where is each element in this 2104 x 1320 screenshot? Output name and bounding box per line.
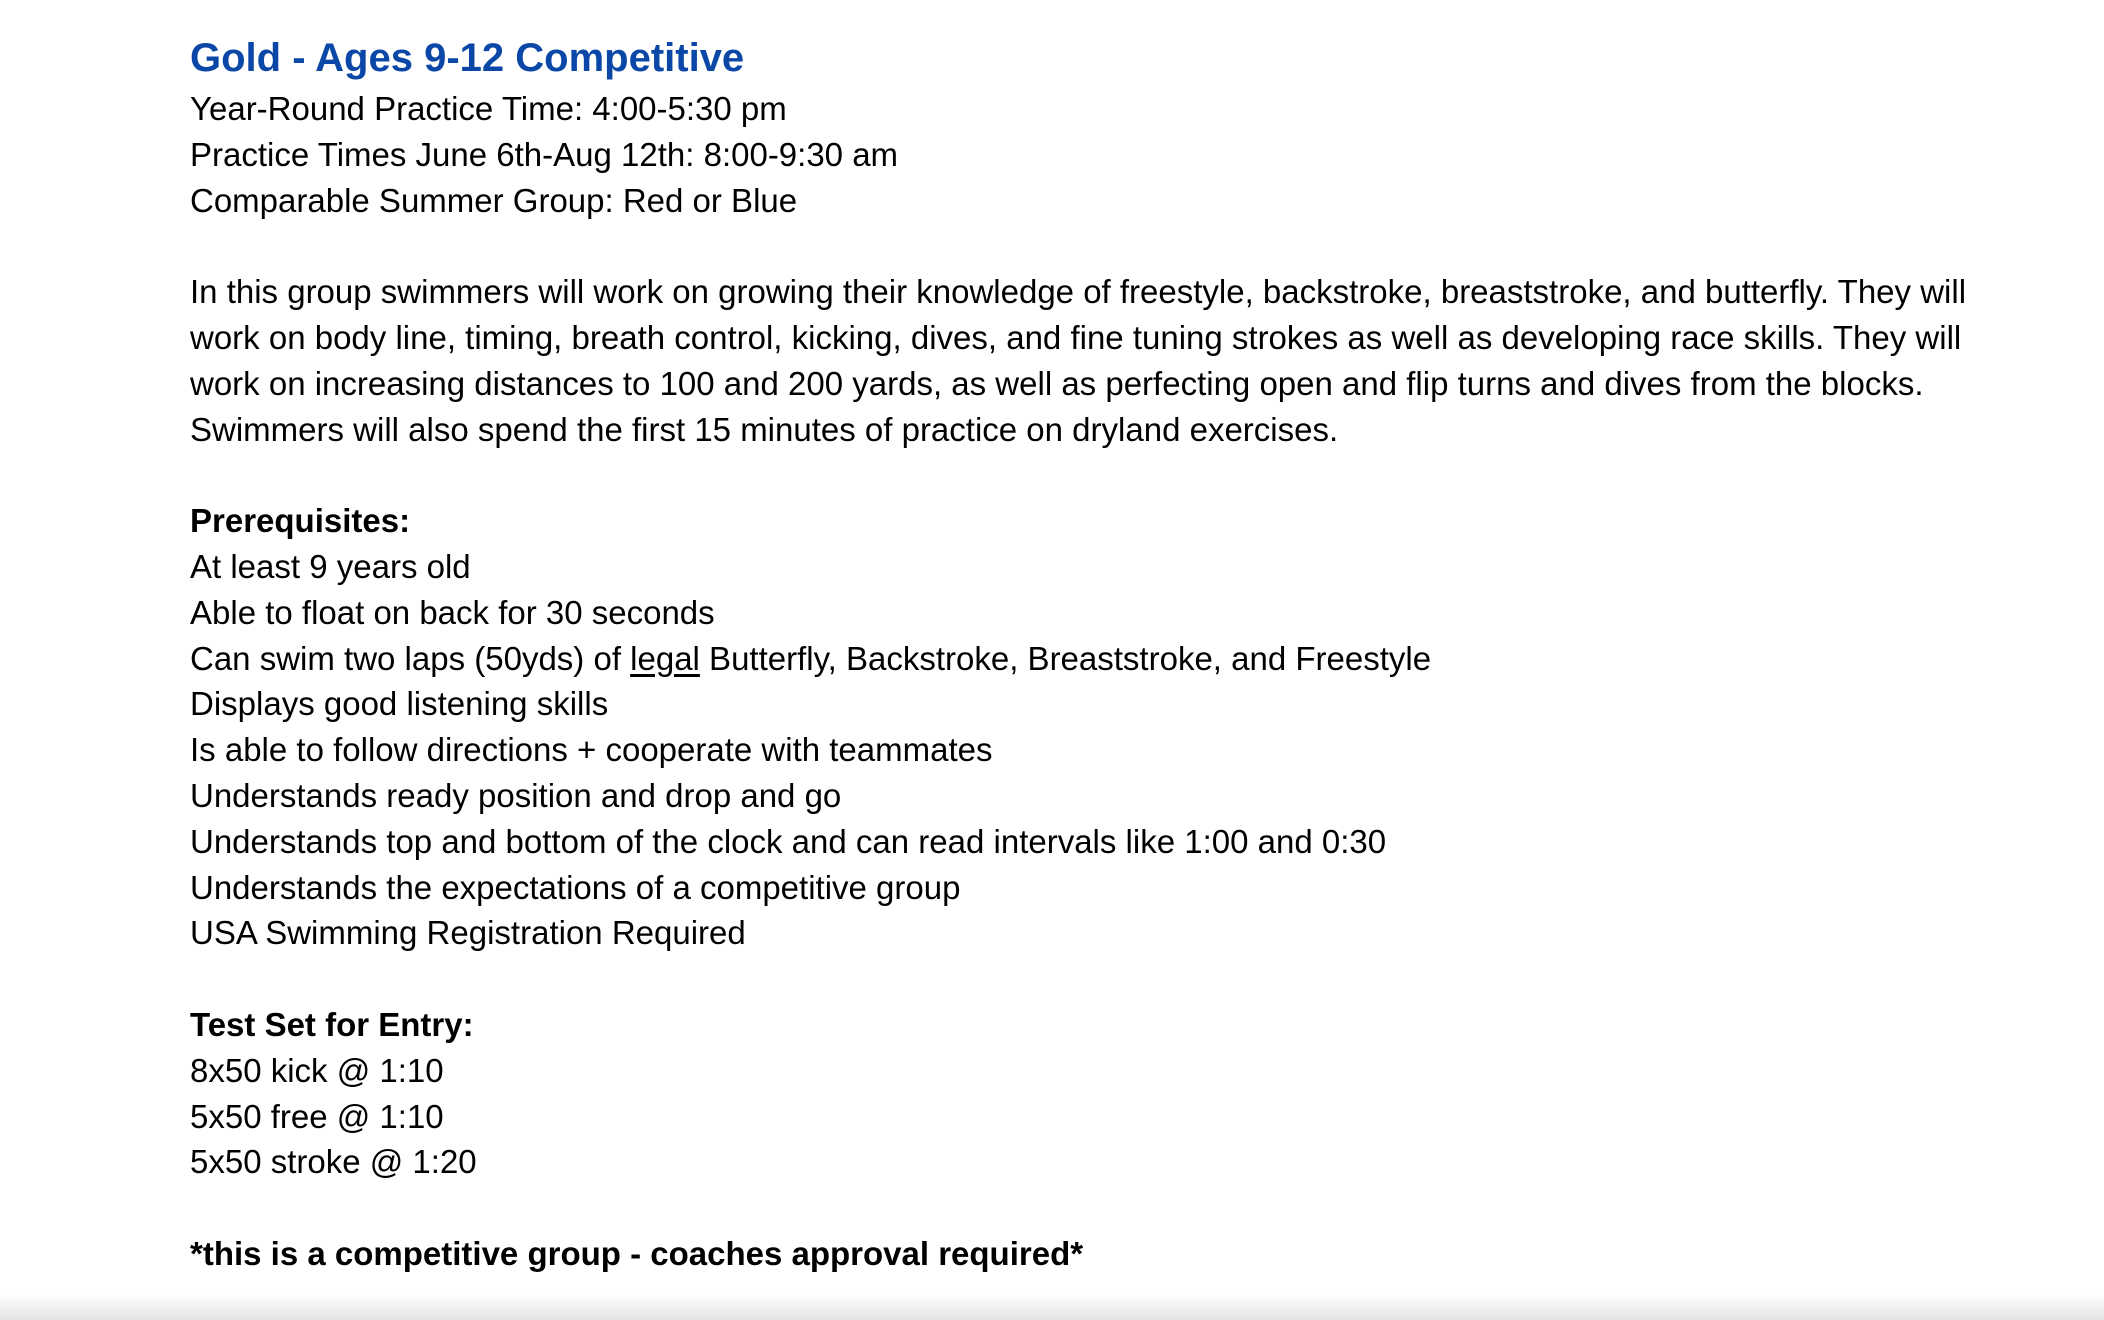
year-round-practice-time: Year-Round Practice Time: 4:00-5:30 pm (190, 90, 787, 127)
prerequisite-item: Is able to follow directions + cooperate with teammates (190, 731, 993, 769)
prerequisite-item: Understands ready position and drop and go (190, 776, 842, 814)
prerequisite-item: Able to float on back for 30 seconds (190, 593, 715, 631)
test-set-heading: Test Set for Entry: (190, 1005, 474, 1043)
test-set-item: 5x50 free @ 1:10 (190, 1097, 444, 1135)
approval-note: *this is a competitive group - coaches approval required* (190, 1234, 1084, 1272)
prerequisite-item-text: Butterfly, Backstroke, Breaststroke, and Freestyle (699, 639, 1432, 677)
prerequisite-item (190, 636, 1990, 682)
test-set-item: 8x50 kick @ 1:10 (190, 1051, 444, 1089)
document-body (190, 30, 1990, 1277)
legal-underlined-word: legal (630, 639, 700, 677)
prerequisite-item: Understands top and bottom of the clock and can read intervals like 1:00 and 0:30 (190, 822, 1387, 860)
group-title: Gold - Ages 9-12 Competitive (190, 36, 745, 80)
spacer (190, 956, 1990, 1002)
prerequisite-item: Displays good listening skills (190, 685, 609, 723)
test-set-item: 5x50 stroke @ 1:20 (190, 1143, 477, 1181)
spacer (190, 452, 1990, 498)
prerequisites-heading: Prerequisites: (190, 502, 411, 540)
prerequisite-item: USA Swimming Registration Required (190, 914, 746, 952)
spacer (190, 223, 1990, 269)
prerequisite-item-text: Can swim two laps (50yds) of (190, 639, 631, 677)
summer-practice-times: Practice Times June 6th-Aug 12th: 8:00-9:30 am (190, 135, 899, 173)
prerequisite-item: At least 9 years old (190, 547, 471, 585)
comparable-summer-group: Comparable Summer Group: Red or Blue (190, 181, 798, 219)
group-description: In this group swimmers will work on growing their knowledge of freestyle, backstroke, breaststroke, and butterfly. They will work on body line, timing, breath control, kicking, dives, and fine tuning strokes as well as developing race skills. They will work on increasing distances to 100 and 200 yards, as well as perfecting open and flip turns and dives from the blocks. Swimmers will also spend the first 15 minutes of practice on dryland exercises. (190, 273, 1967, 448)
prerequisite-item: Understands the expectations of a competitive group (190, 868, 961, 906)
spacer (190, 1185, 1990, 1231)
page-bottom-shadow (0, 1294, 2104, 1320)
